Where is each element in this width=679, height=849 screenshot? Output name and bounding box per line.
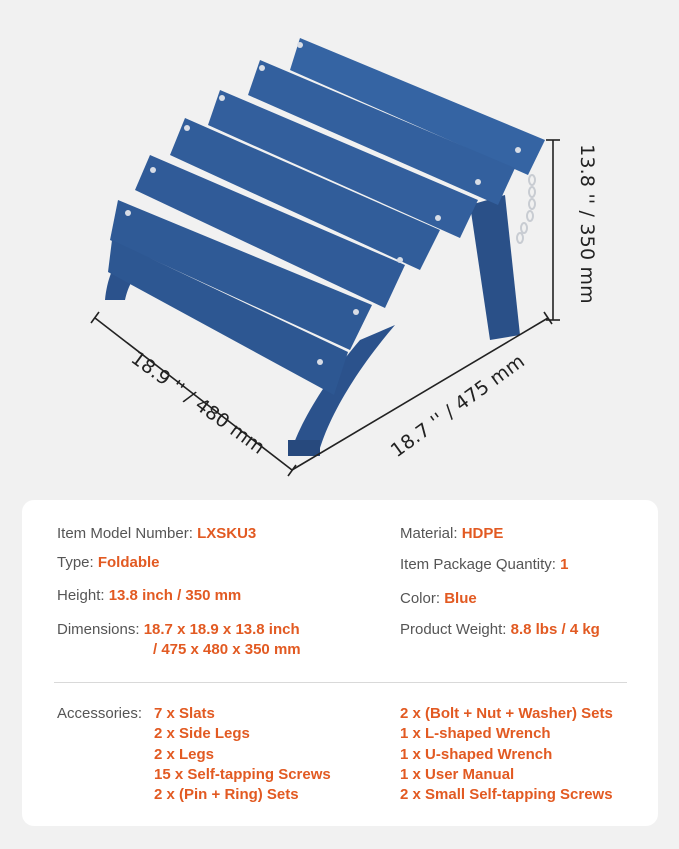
screw bbox=[317, 359, 323, 365]
spec-model-value: LXSKU3 bbox=[197, 525, 257, 542]
screw bbox=[125, 210, 131, 216]
spec-dimensions-line2 bbox=[153, 641, 301, 658]
spec-color bbox=[400, 590, 477, 607]
accessory-item: 1 x L-shaped Wrench bbox=[400, 725, 551, 743]
screw bbox=[435, 215, 441, 221]
accessory-item: 2 x Legs bbox=[154, 745, 215, 763]
screw bbox=[353, 309, 359, 315]
back-leg bbox=[470, 195, 520, 340]
spec-height bbox=[57, 587, 241, 604]
accessory-item: 2 x Side Legs bbox=[154, 725, 250, 743]
front-foot bbox=[288, 440, 320, 456]
divider bbox=[54, 682, 627, 683]
accessory-item: 15 x Self-tapping Screws bbox=[154, 765, 331, 783]
spec-dimensions-value-line1: 18.7 x 18.9 x 13.8 inch bbox=[143, 621, 300, 638]
spec-type bbox=[57, 554, 160, 571]
spec-dimensions-value-line2: / 475 x 480 x 350 mm bbox=[153, 641, 301, 658]
accessory-item: 7 x Slats bbox=[154, 705, 215, 722]
spec-color-value: Blue bbox=[444, 590, 477, 607]
accessories-list-left bbox=[154, 704, 331, 805]
accessory-item: 2 x Small Self-tapping Screws bbox=[400, 786, 613, 804]
spec-color-label: Color: bbox=[400, 590, 441, 607]
spec-package-qty-label: Item Package Quantity: bbox=[400, 556, 556, 573]
spec-material-value: HDPE bbox=[461, 525, 504, 542]
screw bbox=[515, 147, 521, 153]
accessory-item: 1 x U-shaped Wrench bbox=[400, 745, 553, 763]
accessory-item: 1 x User Manual bbox=[400, 765, 515, 783]
spec-height-value: 13.8 inch / 350 mm bbox=[108, 587, 242, 604]
spec-dimensions-label: Dimensions: bbox=[57, 621, 140, 638]
accessories-label: Accessories: bbox=[57, 705, 143, 722]
spec-model-label: Item Model Number: bbox=[57, 525, 193, 542]
spec-package-qty bbox=[400, 556, 568, 573]
spec-dimensions bbox=[57, 621, 300, 638]
spec-card bbox=[22, 500, 658, 826]
screw bbox=[184, 125, 190, 131]
spec-type-value: Foldable bbox=[97, 554, 160, 571]
accessories-list-right bbox=[400, 704, 613, 805]
height-dimension-label: 13.8 '' / 350 mm bbox=[575, 144, 598, 304]
spec-model bbox=[57, 525, 256, 542]
accessory-item: 2 x (Bolt + Nut + Washer) Sets bbox=[400, 705, 613, 722]
spec-package-qty-value: 1 bbox=[560, 556, 569, 573]
spec-weight-label: Product Weight: bbox=[400, 621, 507, 638]
width-dimension-label: 18.9 '' / 480 mm bbox=[126, 347, 270, 459]
screw bbox=[259, 65, 265, 71]
depth-dimension-label: 18.7 '' / 475 mm bbox=[386, 350, 530, 462]
spec-material bbox=[400, 525, 503, 542]
spec-material-label: Material: bbox=[400, 525, 458, 542]
screw bbox=[150, 167, 156, 173]
screw bbox=[475, 179, 481, 185]
spec-weight-value: 8.8 lbs / 4 kg bbox=[510, 621, 600, 638]
spec-type-label: Type: bbox=[57, 554, 94, 571]
spec-weight bbox=[400, 621, 600, 638]
accessory-item: 2 x (Pin + Ring) Sets bbox=[154, 786, 299, 804]
screw bbox=[219, 95, 225, 101]
screw bbox=[397, 257, 403, 263]
chain bbox=[517, 175, 535, 243]
spec-height-label: Height: bbox=[57, 587, 105, 604]
screw bbox=[297, 42, 303, 48]
